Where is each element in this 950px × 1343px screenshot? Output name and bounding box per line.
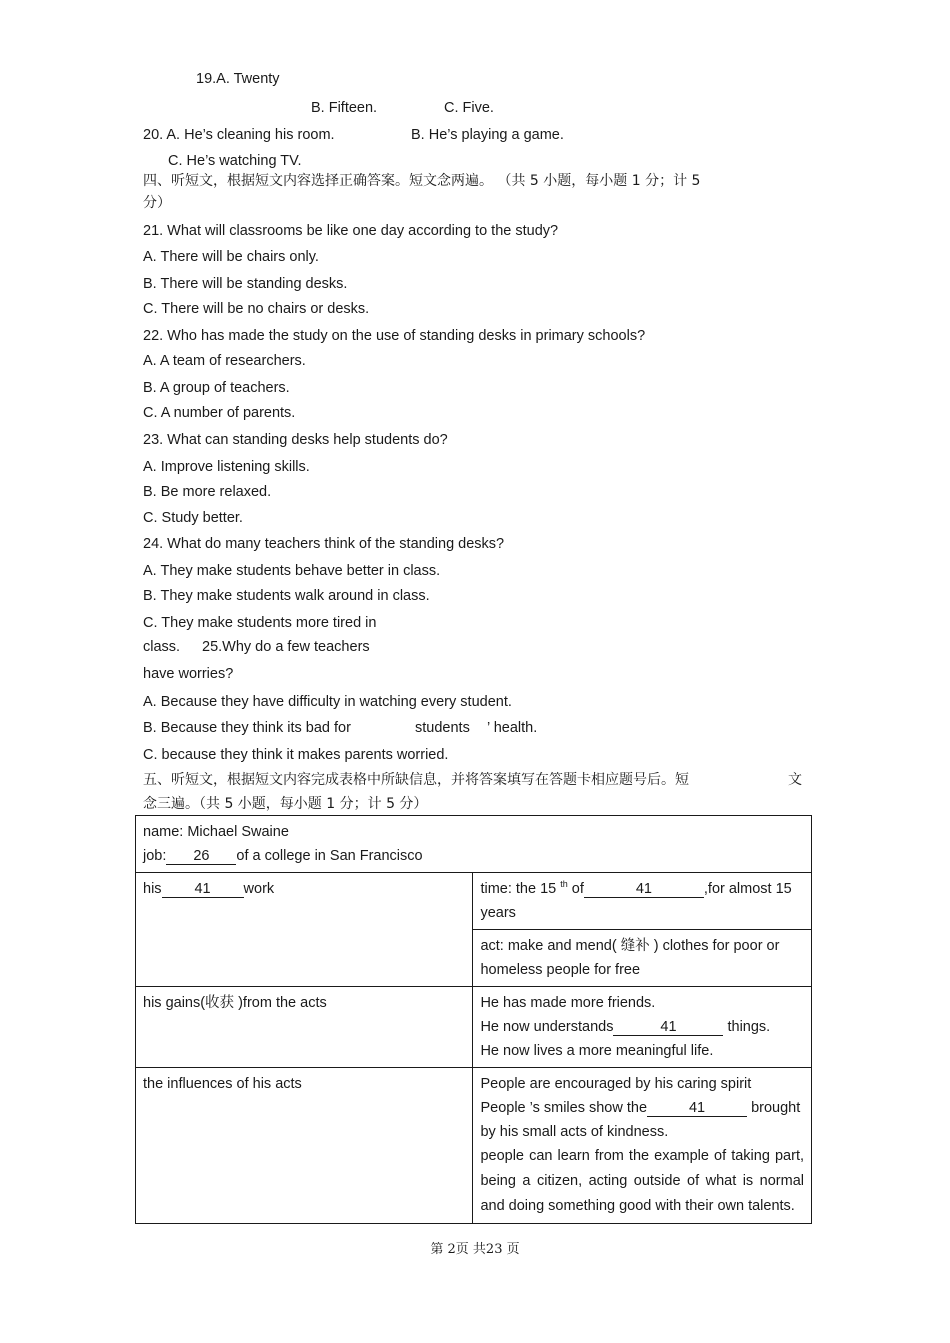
work-text: work: [243, 881, 275, 897]
gains-label: his gains(收获 )from the acts: [143, 995, 327, 1011]
q23-question: 23. What can standing desks help students do?: [143, 432, 448, 448]
q25-option-a: A. Because they have difficulty in watching every student.: [143, 694, 512, 710]
time-line: [480, 877, 804, 901]
time-label: time: the 15: [480, 881, 557, 897]
q23-option-b: B. Be more relaxed.: [143, 484, 272, 500]
q24-option-b: B. They make students walk around in class.: [143, 588, 430, 604]
q21-option-c: C. There will be no chairs or desks.: [143, 301, 370, 317]
gains-label-cell: [136, 987, 473, 1068]
gains-text-end: things.: [727, 1019, 771, 1035]
q21-option-b: B. There will be standing desks.: [143, 276, 348, 292]
section4-title: 四、听短文，根据短文内容选择正确答案。短文念两遍。 （共 5 小题，每小题 1 分；计 5: [143, 173, 701, 189]
section5-title: 五、听短文，根据短文内容完成表格中所缺信息，并将答案填写在答题卡相应题号后。短: [143, 772, 689, 788]
q24-option-a: A. They make students behave better in class.: [143, 563, 441, 579]
answer-blank-influences: 41: [647, 1100, 747, 1117]
name-line: name: Michael Swaine: [143, 824, 289, 840]
ordinal-suffix: th: [560, 879, 568, 890]
influences-cell: [473, 1068, 812, 1224]
q25-option-b-word: students: [415, 720, 470, 736]
q23-option-a: A. Improve listening skills.: [143, 459, 310, 475]
influences-text-end: brought: [751, 1100, 801, 1116]
section5-title-end: 文: [788, 772, 802, 788]
table-row: [136, 873, 812, 930]
table-row: [136, 987, 812, 1068]
time-of: of: [571, 881, 584, 897]
influences-line-1: People are encouraged by his caring spirit: [480, 1076, 752, 1092]
section5-title-cont: 念三遍。（共 5 小题，每小题 1 分；计 5 分）: [143, 796, 428, 812]
q20-option-c: C. He’s watching TV.: [168, 153, 302, 169]
act-text: act: make and mend( 缝补 ) clothes for poor or homeless people for free: [480, 938, 780, 978]
influences-line-2: [480, 1096, 804, 1120]
gains-line-1: He has made more friends.: [480, 995, 656, 1011]
q24-question: 24. What do many teachers think of the standing desks?: [143, 536, 505, 552]
time-cell: [473, 873, 812, 930]
q19-option-a: 19.A. Twenty: [196, 71, 280, 87]
q20-option-a: 20. A. He’s cleaning his room.: [143, 127, 335, 143]
influences-label-cell: [136, 1068, 473, 1224]
q25-option-b: B. Because they think its bad for: [143, 720, 351, 736]
q23-option-c: C. Study better.: [143, 510, 243, 526]
name-job-cell: [136, 816, 812, 873]
answer-blank-time: 41: [584, 881, 704, 898]
gains-text: He now understands: [480, 1019, 614, 1035]
q24-option-c: C. They make students more tired in: [143, 615, 377, 631]
q20-option-b: B. He’s playing a game.: [411, 127, 564, 143]
influences-label: the influences of his acts: [143, 1076, 302, 1092]
work-label: his: [143, 881, 162, 897]
gains-cell: [473, 987, 812, 1068]
answer-blank-26: 26: [166, 848, 236, 865]
time-text: ,for almost 15: [703, 881, 792, 897]
q25-question: 25.Why do a few teachers: [202, 639, 370, 655]
table-row: [136, 816, 812, 873]
job-text: of a college in San Francisco: [236, 848, 423, 864]
q25-option-c: C. because they think it makes parents worried.: [143, 747, 449, 763]
q19-option-c: C. Five.: [444, 100, 494, 116]
q22-question: 22. Who has made the study on the use of standing desks in primary schools?: [143, 328, 646, 344]
job-label: job:: [143, 848, 167, 864]
influences-line-3: people can learn from the example of taking part, being a citizen, acting outside of what is normal and doing something good with their own talents.: [480, 1148, 804, 1214]
table-row: [136, 1068, 812, 1224]
info-table: [135, 815, 812, 1224]
answer-blank-work: 41: [162, 881, 244, 898]
q25-question-cont: have worries?: [143, 666, 234, 682]
q25-option-b-end: ’ health.: [487, 720, 538, 736]
answer-blank-gains: 41: [613, 1019, 723, 1036]
q19-option-b: B. Fifteen.: [311, 100, 378, 116]
q24-option-c-cont: class.: [143, 639, 181, 655]
page-footer: 第 2页 共23 页: [430, 1242, 520, 1257]
q22-option-c: C. A number of parents.: [143, 405, 296, 421]
gains-line-2: [480, 1015, 804, 1039]
time-line-cont: years: [480, 905, 516, 921]
influences-line-2-cont: by his small acts of kindness.: [480, 1124, 669, 1140]
job-line: [143, 844, 804, 868]
q21-question: 21. What will classrooms be like one day according to the study?: [143, 223, 559, 239]
work-cell: [136, 873, 473, 987]
section4-title-cont: 分）: [143, 195, 171, 211]
influences-text: People ’s smiles show the: [480, 1100, 648, 1116]
gains-line-3: He now lives a more meaningful life.: [480, 1043, 714, 1059]
q22-option-b: B. A group of teachers.: [143, 380, 290, 396]
q22-option-a: A. A team of researchers.: [143, 353, 306, 369]
q21-option-a: A. There will be chairs only.: [143, 249, 319, 265]
act-cell: [473, 930, 812, 987]
